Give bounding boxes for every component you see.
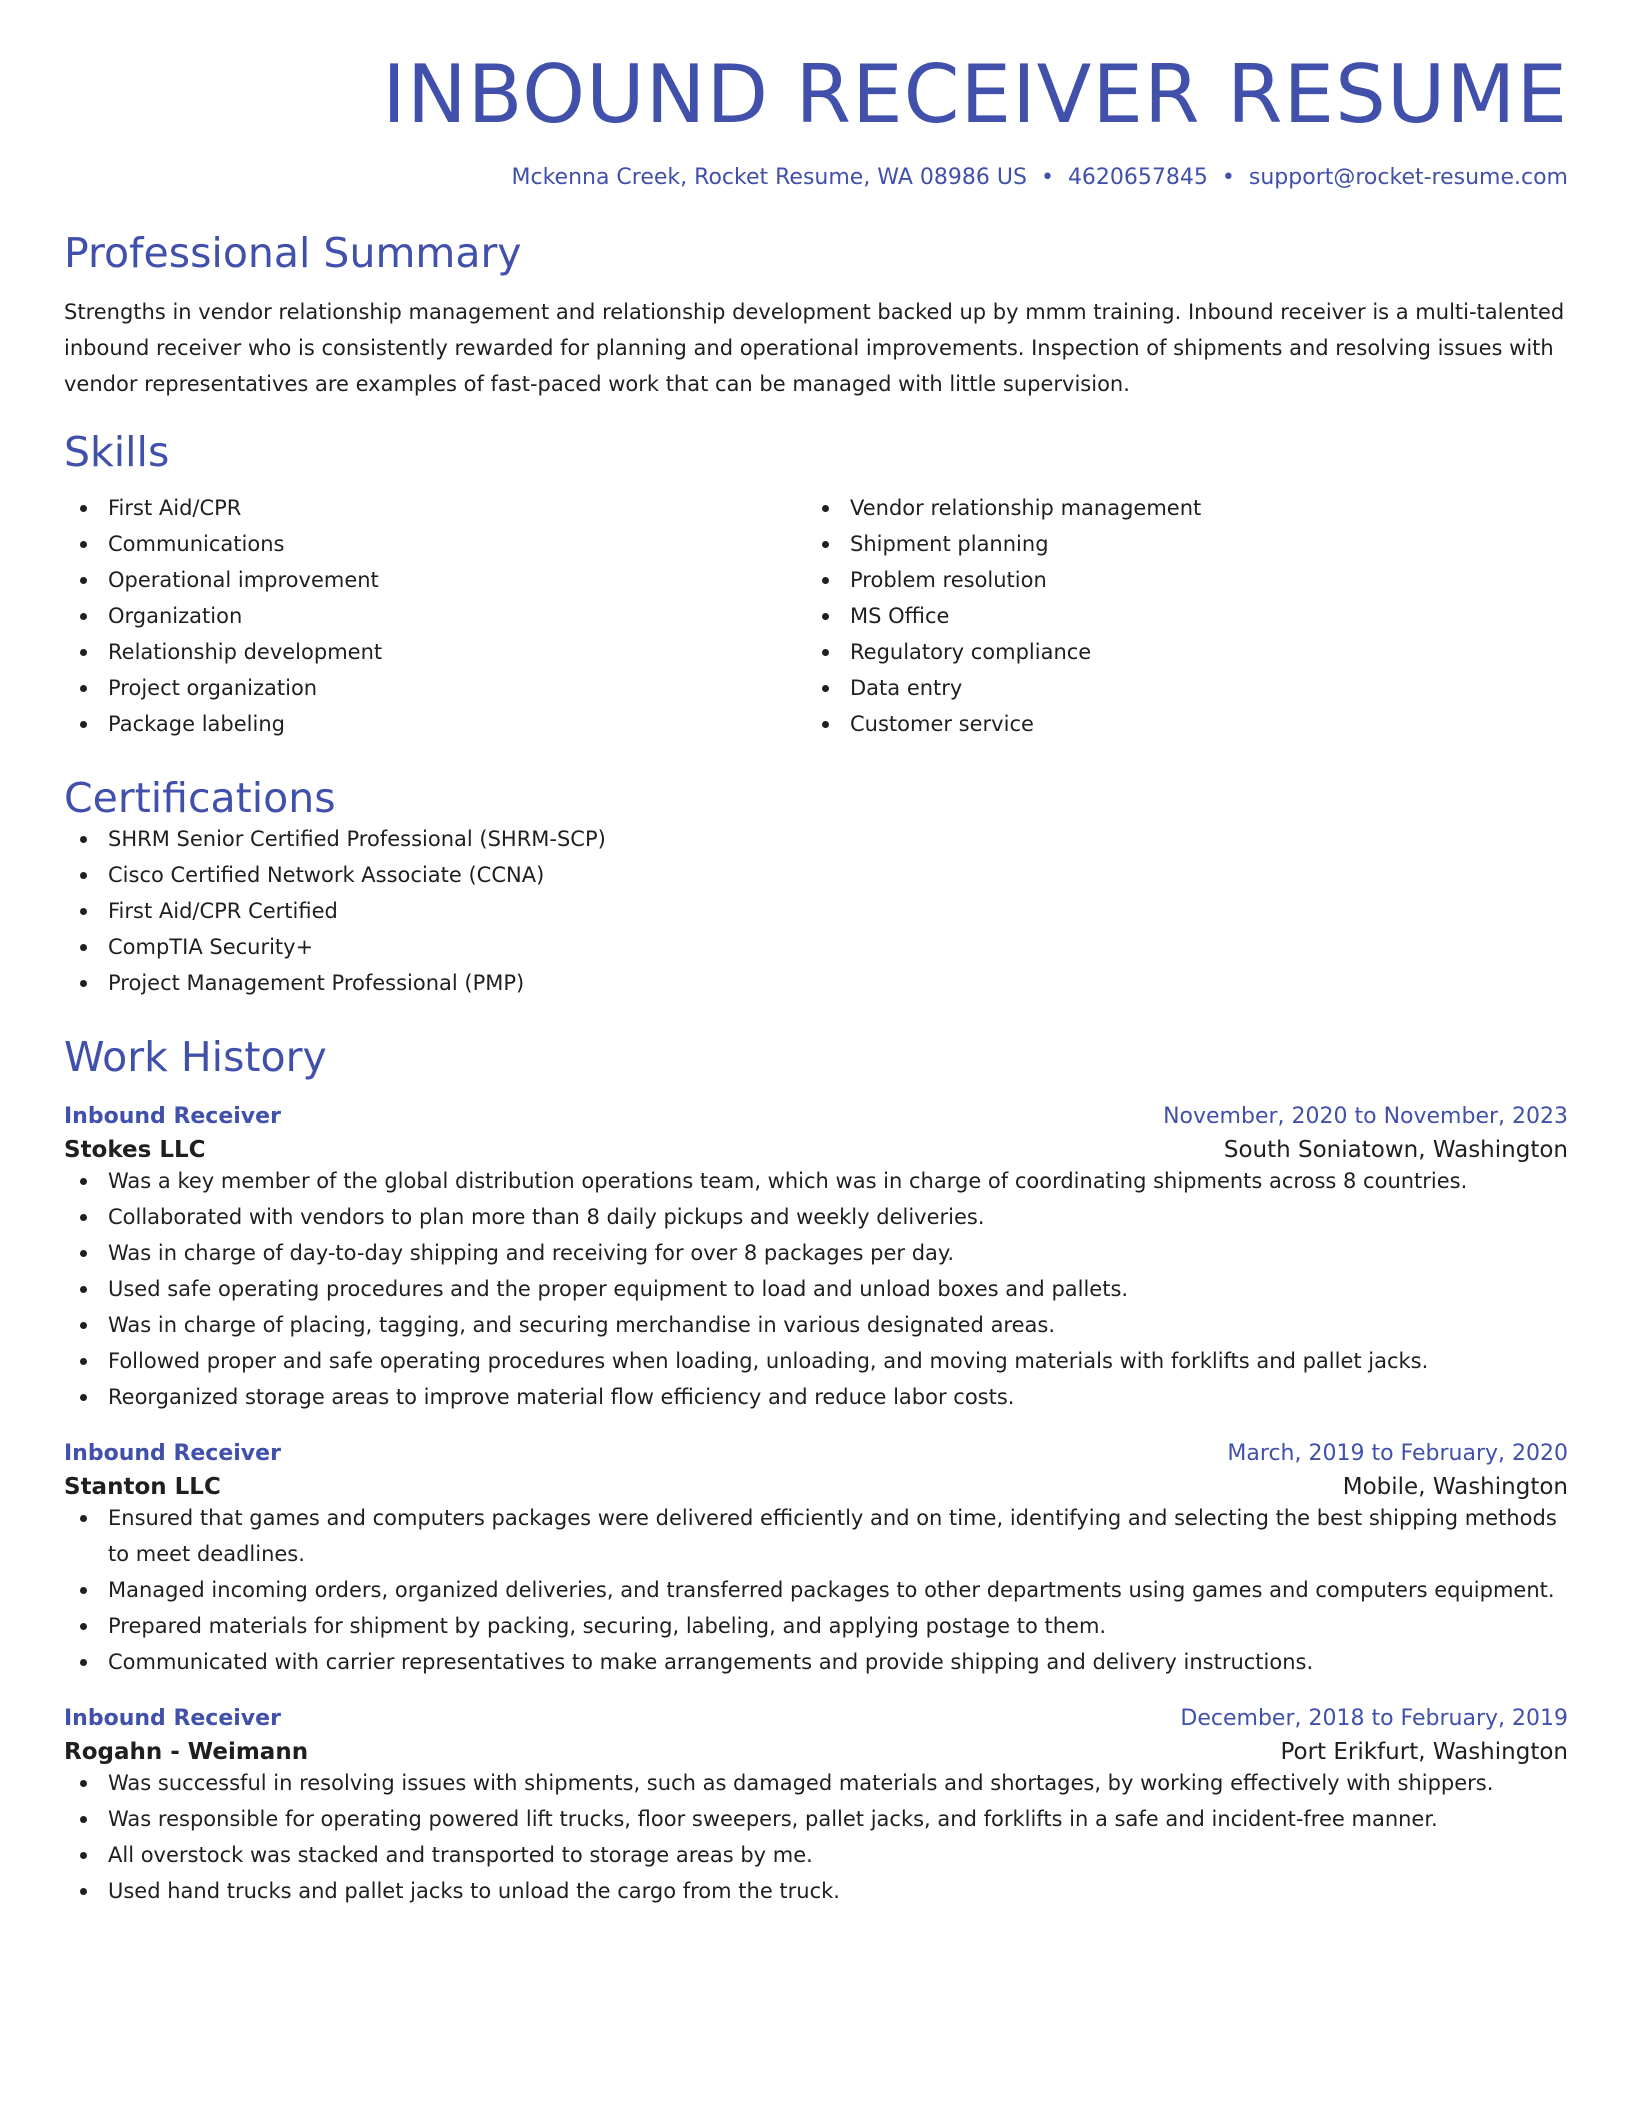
contact-phone: 4620657845: [1067, 165, 1208, 190]
summary-heading: Professional Summary: [64, 229, 522, 278]
job-bullet: Communicated with carrier representatives to make arrangements and provide shipping and delivery instructions.: [64, 1644, 1568, 1680]
job-bullets: [64, 1765, 1568, 1909]
resume-title: INBOUND RECEIVER RESUME: [382, 48, 1568, 141]
job-role: Inbound Receiver: [64, 1103, 281, 1129]
job-subheader-row: [64, 1466, 1568, 1500]
skill-item: Shipment planning: [806, 526, 1568, 562]
skills-list-right: [806, 490, 1568, 742]
skill-item: Communications: [64, 526, 806, 562]
job-bullet: Was responsible for operating powered lift trucks, floor sweepers, pallet jacks, and forklifts in a safe and incident-free manner.: [64, 1801, 1568, 1837]
skill-item: Data entry: [806, 670, 1568, 706]
job-location: Mobile, Washington: [1342, 1473, 1568, 1500]
job-location: Port Erikfurt, Washington: [1280, 1738, 1568, 1765]
certifications-list: [64, 821, 1568, 1001]
job-subheader-row: [64, 1129, 1568, 1163]
job-role: Inbound Receiver: [64, 1440, 281, 1466]
contact-line: [64, 165, 1568, 191]
certification-item: CompTIA Security+: [64, 929, 1568, 965]
job-entry: [64, 1706, 1568, 1909]
job-bullet: Managed incoming orders, organized deliveries, and transferred packages to other departments using games and computers equipment.: [64, 1572, 1568, 1608]
work-history-list: [64, 1104, 1568, 1909]
certification-item: Project Management Professional (PMP): [64, 965, 1568, 1001]
skills-heading: Skills: [64, 428, 170, 477]
contact-separator: •: [1221, 165, 1235, 190]
skill-item: Customer service: [806, 706, 1568, 742]
skill-item: Operational improvement: [64, 562, 806, 598]
contact-email: support@rocket-resume.com: [1248, 165, 1568, 190]
job-subheader-row: [64, 1731, 1568, 1765]
job-dates: November, 2020 to November, 2023: [1163, 1103, 1568, 1129]
job-role: Inbound Receiver: [64, 1705, 281, 1731]
work-history-heading: Work History: [64, 1032, 327, 1081]
job-dates: March, 2019 to February, 2020: [1227, 1440, 1568, 1466]
contact-separator: •: [1040, 165, 1054, 190]
skill-item: Problem resolution: [806, 562, 1568, 598]
job-bullet: Ensured that games and computers packages were delivered efficiently and on time, identifying and selecting the best shipping methods to meet deadlines.: [64, 1500, 1568, 1572]
job-bullet: Reorganized storage areas to improve material flow efficiency and reduce labor costs.: [64, 1379, 1568, 1415]
job-bullet: Used safe operating procedures and the proper equipment to load and unload boxes and pallets.: [64, 1271, 1568, 1307]
summary-text: Strengths in vendor relationship management and relationship development backed up by mmm training. Inbound receiver is a multi-talented inbound receiver who is consistently rewarded for planning and operational improvements. Inspection of shipments and resolving issues with vendor representatives are examples of fast-paced work that can be managed with little supervision.: [64, 300, 1565, 397]
job-header-row: [64, 1441, 1568, 1466]
job-company: Rogahn - Weimann: [64, 1738, 309, 1765]
job-entry: [64, 1104, 1568, 1415]
job-bullet: Used hand trucks and pallet jacks to unload the cargo from the truck.: [64, 1873, 1568, 1909]
skill-item: Organization: [64, 598, 806, 634]
job-bullet: Was in charge of day-to-day shipping and receiving for over 8 packages per day.: [64, 1235, 1568, 1271]
job-bullet: Was in charge of placing, tagging, and securing merchandise in various designated areas.: [64, 1307, 1568, 1343]
job-dates: December, 2018 to February, 2019: [1180, 1705, 1568, 1731]
job-company: Stanton LLC: [64, 1473, 221, 1500]
job-bullet: Was successful in resolving issues with shipments, such as damaged materials and shortages, by working effectively with shippers.: [64, 1765, 1568, 1801]
job-bullets: [64, 1163, 1568, 1415]
skills-list-left: [64, 490, 806, 742]
job-bullet: All overstock was stacked and transported to storage areas by me.: [64, 1837, 1568, 1873]
skill-item: Project organization: [64, 670, 806, 706]
job-header-row: [64, 1104, 1568, 1129]
skill-item: MS Office: [806, 598, 1568, 634]
skill-item: Relationship development: [64, 634, 806, 670]
certification-item: SHRM Senior Certified Professional (SHRM-SCP): [64, 821, 1568, 857]
skill-item: Vendor relationship management: [806, 490, 1568, 526]
certification-item: Cisco Certified Network Associate (CCNA): [64, 857, 1568, 893]
job-entry: [64, 1441, 1568, 1680]
certifications-heading: Certifications: [64, 773, 336, 822]
job-bullet: Was a key member of the global distribution operations team, which was in charge of coordinating shipments across 8 countries.: [64, 1163, 1568, 1199]
contact-address: Mckenna Creek, Rocket Resume, WA 08986 US: [511, 165, 1027, 190]
skill-item: First Aid/CPR: [64, 490, 806, 526]
resume-page: [64, 0, 1568, 1909]
job-location: South Soniatown, Washington: [1223, 1136, 1568, 1163]
job-bullet: Followed proper and safe operating procedures when loading, unloading, and moving materials with forklifts and pallet jacks.: [64, 1343, 1568, 1379]
job-header-row: [64, 1706, 1568, 1731]
job-bullet: Collaborated with vendors to plan more than 8 daily pickups and weekly deliveries.: [64, 1199, 1568, 1235]
skill-item: Package labeling: [64, 706, 806, 742]
job-bullet: Prepared materials for shipment by packing, securing, labeling, and applying postage to them.: [64, 1608, 1568, 1644]
certification-item: First Aid/CPR Certified: [64, 893, 1568, 929]
job-bullets: [64, 1500, 1568, 1680]
skills-grid: [64, 490, 1568, 742]
skill-item: Regulatory compliance: [806, 634, 1568, 670]
job-company: Stokes LLC: [64, 1136, 206, 1163]
